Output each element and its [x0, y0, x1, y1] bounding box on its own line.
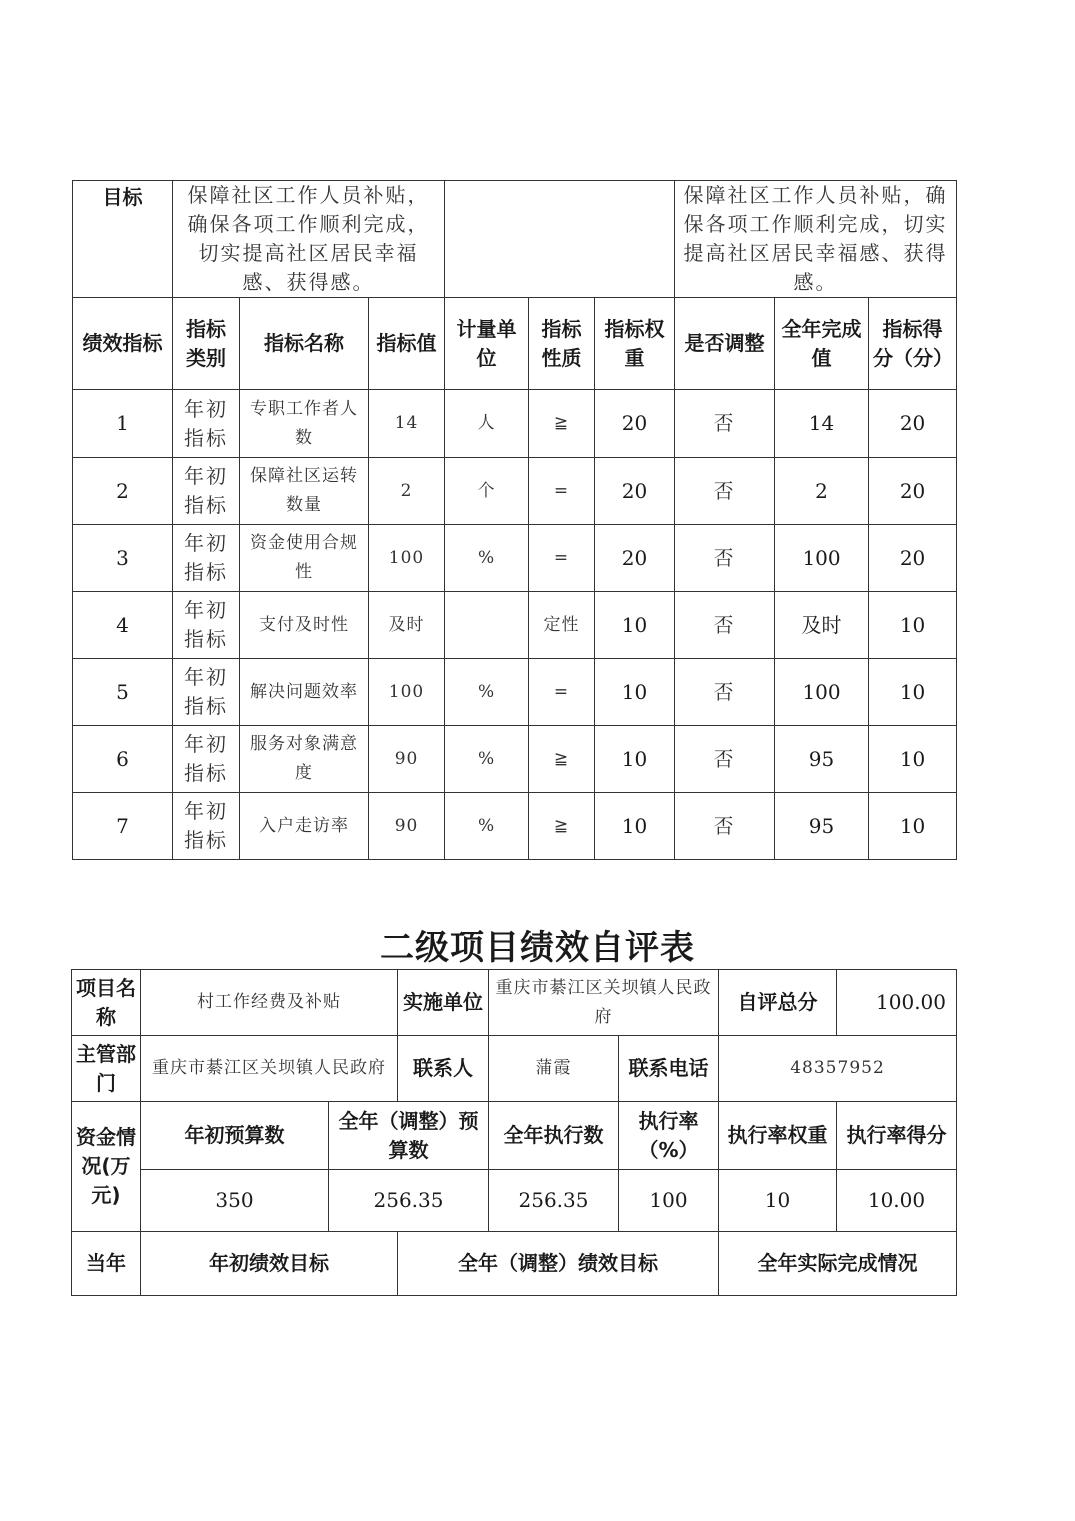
row-value: 100	[369, 525, 445, 592]
header-cell: 计量单位	[445, 298, 529, 390]
table-title: 二级项目绩效自评表	[380, 928, 695, 968]
goal-label: 目标	[73, 181, 173, 298]
row-unit: %	[445, 525, 529, 592]
header-cell: 指标权重	[595, 298, 675, 390]
total-score-label: 自评总分	[719, 970, 837, 1036]
row-nature: ≧	[529, 793, 595, 860]
row-score: 10	[869, 726, 957, 793]
row-adjusted: 否	[675, 659, 775, 726]
goal-header: 年初绩效目标	[141, 1232, 398, 1296]
row-weight: 20	[595, 458, 675, 525]
fund-header: 全年执行数	[489, 1102, 619, 1170]
row-unit: %	[445, 659, 529, 726]
fund-value: 10	[719, 1170, 837, 1232]
project-name-label: 项目名称	[72, 970, 141, 1036]
goal-initial: 保障社区工作人员补贴，确保各项工作顺利完成，切实提高社区居民幸福感、获得感。	[173, 181, 445, 298]
row-no: 4	[73, 592, 173, 659]
row-unit	[445, 592, 529, 659]
fund-value: 350	[141, 1170, 329, 1232]
phone: 48357952	[719, 1036, 957, 1102]
row-actual: 及时	[775, 592, 869, 659]
row-value: 14	[369, 390, 445, 458]
row-weight: 20	[595, 390, 675, 458]
row-category: 年初指标	[173, 793, 240, 860]
table-row	[73, 525, 957, 592]
row-adjusted: 否	[675, 390, 775, 458]
row-weight: 10	[595, 793, 675, 860]
fund-header: 全年（调整）预算数	[329, 1102, 489, 1170]
year-label: 当年	[72, 1232, 141, 1296]
row-adjusted: 否	[675, 793, 775, 860]
row-no: 5	[73, 659, 173, 726]
row-nature: ≧	[529, 390, 595, 458]
fund-header: 执行率权重	[719, 1102, 837, 1170]
row-value: 及时	[369, 592, 445, 659]
row-score: 10	[869, 659, 957, 726]
fund-header: 执行率得分	[837, 1102, 957, 1170]
fund-value: 256.35	[329, 1170, 489, 1232]
dept-label: 主管部门	[72, 1036, 141, 1102]
goal-header: 全年实际完成情况	[719, 1232, 957, 1296]
fund-header: 年初预算数	[141, 1102, 329, 1170]
row-value: 90	[369, 793, 445, 860]
fund-label: 资金情况(万元)	[72, 1102, 141, 1232]
row-name: 服务对象满意度	[240, 726, 369, 793]
row-score: 20	[869, 458, 957, 525]
row-weight: 10	[595, 726, 675, 793]
row-name: 保障社区运转数量	[240, 458, 369, 525]
row-adjusted: 否	[675, 458, 775, 525]
fund-value: 256.35	[489, 1170, 619, 1232]
row-name: 资金使用合规性	[240, 525, 369, 592]
row-unit: 个	[445, 458, 529, 525]
total-score: 100.00	[837, 970, 957, 1036]
contact: 蒲霞	[489, 1036, 619, 1102]
row-actual: 100	[775, 525, 869, 592]
impl-unit-label: 实施单位	[398, 970, 489, 1036]
row-name: 解决问题效率	[240, 659, 369, 726]
row-value: 2	[369, 458, 445, 525]
row-category: 年初指标	[173, 525, 240, 592]
header-cell: 指标名称	[240, 298, 369, 390]
row-score: 10	[869, 592, 957, 659]
header-cell: 指标性质	[529, 298, 595, 390]
table-row	[73, 793, 957, 860]
table-row	[73, 659, 957, 726]
row-adjusted: 否	[675, 592, 775, 659]
contact-label: 联系人	[398, 1036, 489, 1102]
row-adjusted: 否	[675, 726, 775, 793]
table-row	[73, 458, 957, 525]
phone-label: 联系电话	[619, 1036, 719, 1102]
header-cell: 指标值	[369, 298, 445, 390]
row-name: 入户走访率	[240, 793, 369, 860]
row-name: 专职工作者人数	[240, 390, 369, 458]
row-category: 年初指标	[173, 592, 240, 659]
header-cell: 指标得分（分）	[869, 298, 957, 390]
row-no: 7	[73, 793, 173, 860]
row-weight: 10	[595, 659, 675, 726]
fund-header: 执行率（%）	[619, 1102, 719, 1170]
row-weight: 10	[595, 592, 675, 659]
row-score: 20	[869, 525, 957, 592]
row-nature: ≧	[529, 726, 595, 793]
row-category: 年初指标	[173, 458, 240, 525]
indicator-header-row	[73, 298, 957, 390]
row-category: 年初指标	[173, 659, 240, 726]
row-value: 90	[369, 726, 445, 793]
row-category: 年初指标	[173, 726, 240, 793]
row-actual: 95	[775, 793, 869, 860]
row-actual: 95	[775, 726, 869, 793]
row-name: 支付及时性	[240, 592, 369, 659]
goal-header: 全年（调整）绩效目标	[398, 1232, 719, 1296]
row-nature: =	[529, 458, 595, 525]
row-no: 1	[73, 390, 173, 458]
project-name: 村工作经费及补贴	[141, 970, 398, 1036]
row-score: 10	[869, 793, 957, 860]
row-category: 年初指标	[173, 390, 240, 458]
header-cell: 全年完成值	[775, 298, 869, 390]
performance-indicator-table	[72, 180, 957, 860]
row-value: 100	[369, 659, 445, 726]
row-unit: %	[445, 726, 529, 793]
row-no: 6	[73, 726, 173, 793]
header-cell: 绩效指标	[73, 298, 173, 390]
fund-value: 10.00	[837, 1170, 957, 1232]
dept: 重庆市綦江区关坝镇人民政府	[141, 1036, 398, 1102]
impl-unit: 重庆市綦江区关坝镇人民政府	[489, 970, 719, 1036]
row-unit: 人	[445, 390, 529, 458]
row-no: 3	[73, 525, 173, 592]
project-self-evaluation-table	[71, 969, 957, 1296]
row-actual: 100	[775, 659, 869, 726]
row-nature: =	[529, 659, 595, 726]
goal-actual: 保障社区工作人员补贴，确保各项工作顺利完成，切实提高社区居民幸福感、获得感。	[675, 181, 957, 298]
fund-value: 100	[619, 1170, 719, 1232]
row-actual: 14	[775, 390, 869, 458]
row-score: 20	[869, 390, 957, 458]
row-actual: 2	[775, 458, 869, 525]
header-cell: 是否调整	[675, 298, 775, 390]
row-weight: 20	[595, 525, 675, 592]
goal-adjusted	[445, 181, 675, 298]
table-row	[73, 726, 957, 793]
row-nature: =	[529, 525, 595, 592]
row-no: 2	[73, 458, 173, 525]
table-row	[73, 592, 957, 659]
row-unit: %	[445, 793, 529, 860]
row-nature: 定性	[529, 592, 595, 659]
table-row	[73, 390, 957, 458]
row-adjusted: 否	[675, 525, 775, 592]
header-cell: 指标类别	[173, 298, 240, 390]
